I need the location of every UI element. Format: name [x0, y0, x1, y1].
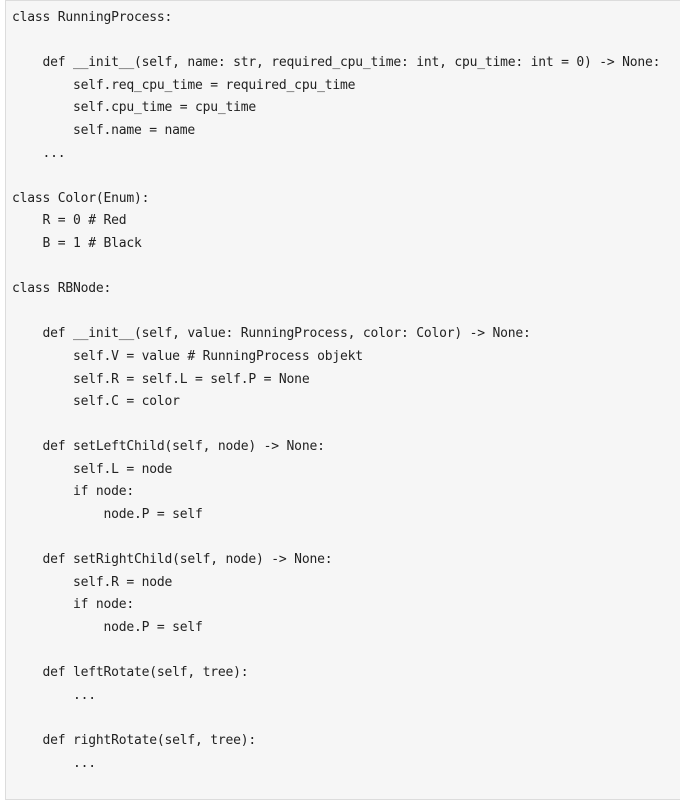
- code-line: def __init__(self, value: RunningProcess, color: Color) -> None:: [12, 326, 531, 342]
- code-line: B = 1 # Black: [12, 235, 142, 251]
- code-line: [12, 30, 660, 53]
- code-line: def setRightChild(self, node) -> None:: [12, 552, 333, 568]
- code-line: class RBNode:: [12, 281, 112, 297]
- code-line: def leftRotate(self, tree):: [12, 665, 249, 681]
- code-line: class Color(Enum):: [12, 190, 150, 206]
- code-line: def rightRotate(self, tree):: [12, 733, 257, 748]
- code-line: [12, 256, 660, 279]
- code-line: [12, 640, 660, 663]
- code-line: [12, 707, 660, 730]
- code-line: [12, 301, 660, 324]
- code-line: self.R = self.L = self.P = None: [12, 371, 310, 387]
- code-line: [12, 165, 660, 188]
- code-line: self.L = node: [12, 461, 173, 477]
- code-line: class RunningProcess:: [12, 10, 173, 25]
- code-line: R = 0 # Red: [12, 213, 127, 229]
- code-line: ...: [12, 687, 96, 703]
- code-line: node.P = self: [12, 507, 203, 523]
- code-line: [12, 414, 660, 437]
- code-line: node.P = self: [12, 620, 203, 636]
- code-line: self.req_cpu_time = required_cpu_time: [12, 77, 356, 93]
- code-line: ...: [12, 145, 66, 161]
- code-line: self.R = node: [12, 574, 173, 590]
- code-line: if node:: [12, 597, 135, 613]
- code-line: ...: [12, 755, 96, 771]
- code-line: self.cpu_time = cpu_time: [12, 100, 257, 116]
- code-line: def __init__(self, name: str, required_cpu_time: int, cpu_time: int = 0) -> None:: [12, 55, 661, 71]
- code-block: [5, 0, 680, 800]
- code-line: if node:: [12, 484, 135, 500]
- code-line: [12, 527, 660, 550]
- code-line: self.C = color: [12, 394, 180, 410]
- code-line: self.name = name: [12, 122, 196, 138]
- code-lines: [12, 7, 660, 775]
- code-line: def setLeftChild(self, node) -> None:: [12, 439, 325, 455]
- code-line: self.V = value # RunningProcess objekt: [12, 348, 363, 364]
